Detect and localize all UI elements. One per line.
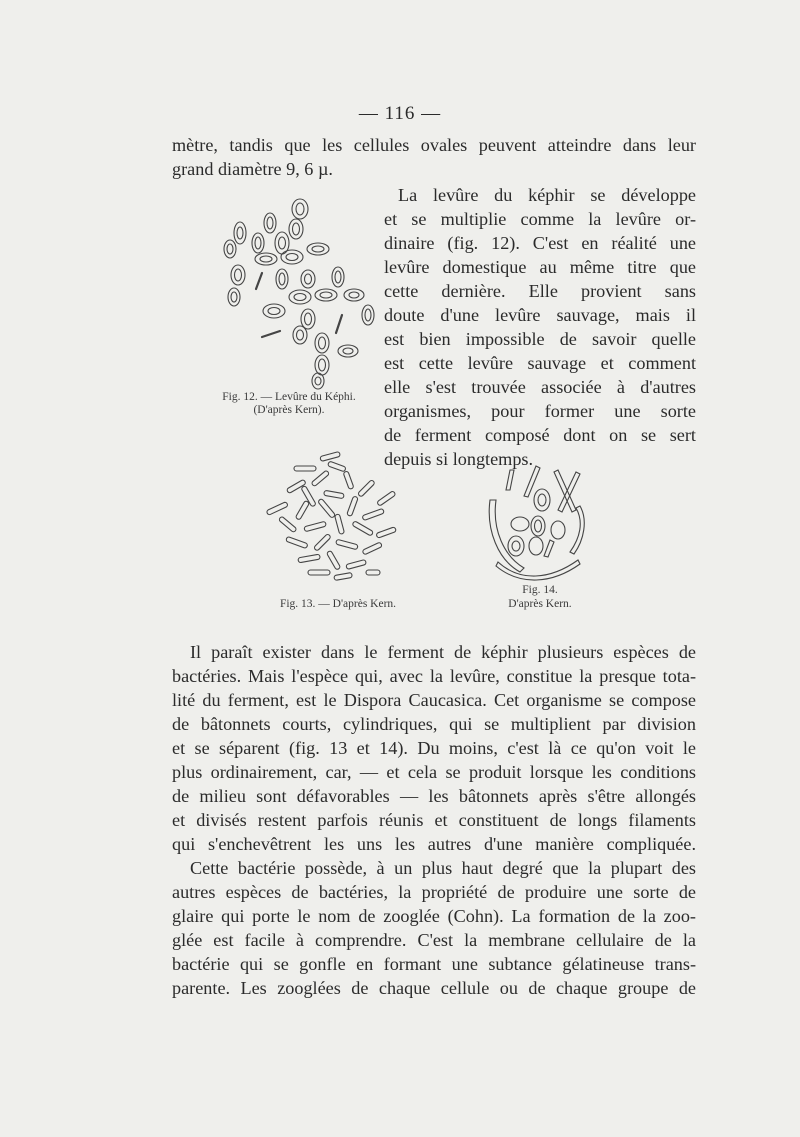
text-line: glaire qui porte le nom de zooglée (Cohn). La formation de la zoo- bbox=[172, 906, 696, 926]
text-line: organismes, pour former une sorte bbox=[384, 401, 696, 421]
text-line: doute d'une levûre sauvage, mais il bbox=[384, 305, 696, 325]
text-line: est bien impossible de savoir quelle bbox=[384, 329, 696, 349]
figure-14-caption-line-2: D'après Kern. bbox=[508, 598, 572, 610]
figure-13-caption: Fig. 13. — D'après Kern. bbox=[279, 598, 397, 610]
figure-12-caption-line-2: (D'après Kern). bbox=[253, 404, 325, 416]
text-line: cette dernière. Elle provient sans bbox=[384, 281, 696, 301]
text-line: bactéries. Mais l'espèce qui, avec la levûre, constitue la presque tota- bbox=[172, 666, 696, 686]
text-line: dinaire (fig. 12). C'est en réalité une bbox=[384, 233, 696, 253]
text-line: et divisés restent parfois réunis et constituent de longs filaments bbox=[172, 810, 696, 830]
text-line: qui s'enchevêtrent les uns les autres d'une manière compliquée. bbox=[172, 834, 696, 854]
figure-12-caption-line-1: Fig. 12. — Levûre du Képhi. bbox=[222, 391, 356, 403]
figure-14-caption-line-1: Fig. 14. bbox=[522, 584, 558, 596]
text-line: Il paraît exister dans le ferment de képhir plusieurs espèces de bbox=[190, 642, 696, 662]
text-line: et se séparent (fig. 13 et 14). Du moins, c'est là ce qu'on voit le bbox=[172, 738, 696, 758]
text-line: elle s'est trouvée associée à d'autres bbox=[384, 377, 696, 397]
text-line: de ferment composé dont on se sert bbox=[384, 425, 696, 445]
text-line: La levûre du képhir se développe bbox=[398, 185, 696, 205]
text-line: plus ordinairement, car, — et cela se produit lorsque les conditions bbox=[172, 762, 696, 782]
text-line: autres espèces de bactéries, la propriété de produire une sorte de bbox=[172, 882, 696, 902]
text-line: bactérie qui se gonfle en formant une subtance gélatineuse trans- bbox=[172, 954, 696, 974]
text-line: lité du ferment, est le Dispora Caucasica. Cet organisme se compose bbox=[172, 690, 696, 710]
text-line: glée est facile à comprendre. C'est la membrane cellulaire de la bbox=[172, 930, 696, 950]
text-line: depuis si longtemps. bbox=[384, 449, 534, 469]
text-line: et se multiplie comme la levûre or- bbox=[384, 209, 696, 229]
figure-12-yeast-illustration bbox=[222, 197, 382, 387]
figure-13-bacteria-illustration bbox=[258, 450, 408, 585]
text-line: est cette levûre sauvage et comment bbox=[384, 353, 696, 373]
text-line: de milieu sont défavorables — les bâtonnets après s'être allongés bbox=[172, 786, 696, 806]
text-line: Cette bactérie possède, à un plus haut degré que la plupart des bbox=[190, 858, 696, 878]
figure-14-filaments-illustration bbox=[480, 460, 600, 585]
text-line: de bâtonnets courts, cylindriques, qui se multiplient par division bbox=[172, 714, 696, 734]
text-line: levûre domestique au même titre que bbox=[384, 257, 696, 277]
text-line: grand diamètre 9, 6 µ. bbox=[172, 159, 333, 179]
text-line: parente. Les zooglées de chaque cellule ou de chaque groupe de bbox=[172, 978, 696, 998]
page-number: — 116 — bbox=[358, 103, 442, 124]
text-line: mètre, tandis que les cellules ovales peuvent atteindre dans leur bbox=[172, 135, 696, 155]
